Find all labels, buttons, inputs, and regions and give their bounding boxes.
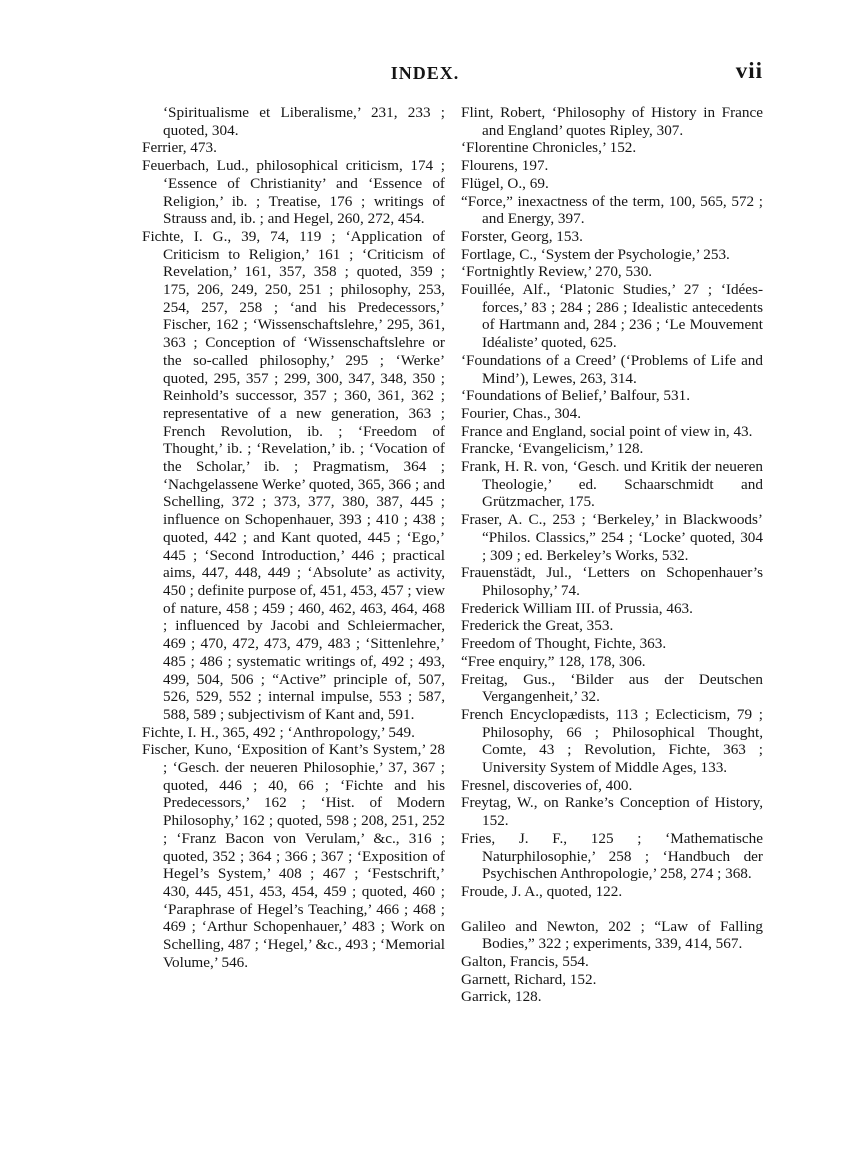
index-entry: ‘Florentine Chronicles,’ 152. (461, 139, 637, 157)
index-entry: Flügel, O., 69. (461, 174, 549, 192)
index-entry: Freitag, Gus., ‘Bilder aus der Deutschen Vergangenheit,’ 32. (461, 670, 763, 706)
index-entry: Galton, Francis, 554. (461, 953, 589, 971)
index-entry: Fourier, Chas., 304. (461, 404, 582, 422)
index-entry: ‘Foundations of a Creed’ (‘Problems of Life and Mind’), Lewes, 263, 314. (461, 351, 763, 387)
index-entry: Frederick the Great, 353. (461, 617, 614, 635)
index-entry: ‘Foundations of Belief,’ Balfour, 531. (461, 387, 690, 405)
index-entry: France and England, social point of view in, 43. (461, 422, 753, 440)
index-entry: Flourens, 197. (461, 157, 549, 175)
index-entry: Fischer, Kuno, ‘Exposition of Kant’s System,’ 28 ; ‘Gesch. der neueren Philosophie,’ 37, 367 ; quoted, 446 ; 40, 66 ; ‘Fichte and his Predecessors,’ 162 ; ‘Hist. of Modern Philosophy,’ 162 ; quoted, 598 ; 208, 251, 252 ; ‘Franz Bacon von Verulam,’ &c., 316 ; quoted, 352 ; 364 ; 366 ; 367 ; ‘Exposition of Hegel’s System,’ 408 ; 467 ; ‘Festschrift,’ 430, 445, 451, 453, 454, 459 ; quoted, 460 ; ‘Paraphrase of Hegel’s Teaching,’ 466 ; 468 ; 469 ; ‘Arthur Schopenhauer,’ 483 ; Work on Schelling, 487 ; ‘Hegel,’ &c., 493 ; ‘Memorial Volume,’ 546. (142, 741, 445, 971)
index-entry: Forster, Georg, 153. (461, 227, 583, 245)
index-entry: Frauenstädt, Jul., ‘Letters on Schopenhauer’s Philosophy,’ 74. (461, 564, 763, 599)
index-entry: Francke, ‘Evangelicism,’ 128. (461, 440, 644, 458)
index-entry: ‘Fortnightly Review,’ 270, 530. (461, 263, 653, 281)
index-entry: Feuerbach, Lud., philosophical criticism, 174 ; ‘Essence of Christianity’ and ‘Essence of Religion,’ ib. ; Treatise, 176 ; writings of Strauss and, ib. ; and Hegel, 260, 272, 454. (142, 157, 445, 228)
index-entry: Fouillée, Alf., ‘Platonic Studies,’ 27 ; ‘Idées-forces,’ 83 ; 284 ; 286 ; Idealistic antecedents of Hartmann and, 284 ; 236 ; ‘Le Mouvement Idéaliste’ quoted, 625. (461, 281, 763, 352)
index-column-left (142, 104, 445, 971)
index-entry: Fortlage, C., ‘System der Psychologie,’ 253. (461, 245, 730, 263)
index-entry: Garrick, 128. (461, 988, 542, 1006)
index-entry: Fraser, A. C., 253 ; ‘Berkeley,’ in Blackwoods’ “Philos. Classics,” 254 ; ‘Locke’ quoted, 304 ; 309 ; ed. Berkeley’s Works, 532. (461, 511, 763, 564)
index-entry: “Force,” inexactness of the term, 100, 565, 572 ; and Energy, 397. (461, 192, 763, 228)
page-number: vii (735, 58, 763, 83)
index-entry: “Free enquiry,” 128, 178, 306. (461, 652, 646, 670)
index-entry: Fichte, I. G., 39, 74, 119 ; ‘Application of Criticism to Religion,’ 161 ; ‘Criticism of Revelation,’ 161, 357, 358 ; quoted, 359 ; 175, 206, 249, 250, 251 ; philosophy, 253, 254, 257, 258 ; ‘and his Predecessors,’ Fischer, 162 ; ‘Wissenschaftslehre,’ 295, 361, 363 ; Conception of ‘Wissenschaftslehre or the so-called philosophy,’ 295 ; ‘Werke’ quoted, 295, 357 ; 299, 300, 347, 348, 350 ; Reinhold’s successor, 357 ; 360, 361, 362 ; representative of a new generation, 363 ; French Revolution, ib. ; ‘Freedom of Thought,’ ib. ; ‘Revelation,’ ib. ; ‘Vocation of the Scholar,’ ib. ; Pragmatism, 364 ; ‘Nachgelassene Werke’ quoted, 365, 366 ; and Schelling, 372 ; 373, 377, 380, 387, 445 ; influence on Schopenhauer, 393 ; 410 ; 438 ; quoted, 442 ; and Kant quoted, 445 ; ‘Ego,’ 445 ; ‘Second Introduction,’ 446 ; practical aims, 447, 448, 449 ; ‘Absolute’ as activity, 450 ; definite purpose of, 451, 453, 457 ; view of nature, 458 ; 459 ; 460, 462, 463, 464, 468 ; influenced by Jacobi and Schleiermacher, 469 ; 470, 472, 473, 479, 483 ; ‘Sittenlehre,’ 485 ; 486 ; systematic writings of, 492 ; 493, 499, 504, 506 ; “Active” principle of, 507, 526, 529, 552 ; internal impulse, 553 ; 587, 588, 589 ; subjectivism of Kant and, 591. (142, 227, 445, 723)
index-entry: Fichte, I. H., 365, 492 ; ‘Anthropology,’ 549. (142, 723, 415, 741)
index-entry: Flint, Robert, ‘Philosophy of History in France and England’ quotes Ripley, 307. (461, 104, 763, 139)
index-entry: Fries, J. F., 125 ; ‘Mathematische Naturphilosophie,’ 258 ; ‘Handbuch der Psychischen Anthropologie,’ 258, 274 ; 368. (461, 829, 763, 883)
index-entry: ‘Spiritualisme et Liberalisme,’ 231, 233 ; quoted, 304. (163, 104, 445, 139)
index-entry: Frederick William III. of Prussia, 463. (461, 599, 693, 617)
index-entry: Frank, H. R. von, ‘Gesch. und Kritik der neueren Theologie,’ ed. Schaarschmidt and Grützmacher, 175. (461, 458, 763, 511)
running-head-title: INDEX. (390, 63, 460, 83)
index-entry: Freedom of Thought, Fichte, 363. (461, 635, 667, 653)
index-entry: Fresnel, discoveries of, 400. (461, 776, 633, 794)
index-entry: Ferrier, 473. (142, 139, 217, 157)
index-column-right (461, 104, 763, 1006)
index-entry: Freytag, W., on Ranke’s Conception of History, 152. (461, 794, 763, 830)
index-entry: French Encyclopædists, 113 ; Eclecticism, 79 ; Philosophy, 66 ; Philosophical Thought, Comte, 43 ; Revolution, Fichte, 363 ; University System of Middle Ages, 133. (461, 705, 763, 777)
index-entry: Froude, J. A., quoted, 122. (461, 882, 623, 900)
index-entry: Galileo and Newton, 202 ; “Law of Falling Bodies,” 322 ; experiments, 339, 414, 567. (461, 917, 763, 953)
index-entry: Garnett, Richard, 152. (461, 970, 597, 988)
